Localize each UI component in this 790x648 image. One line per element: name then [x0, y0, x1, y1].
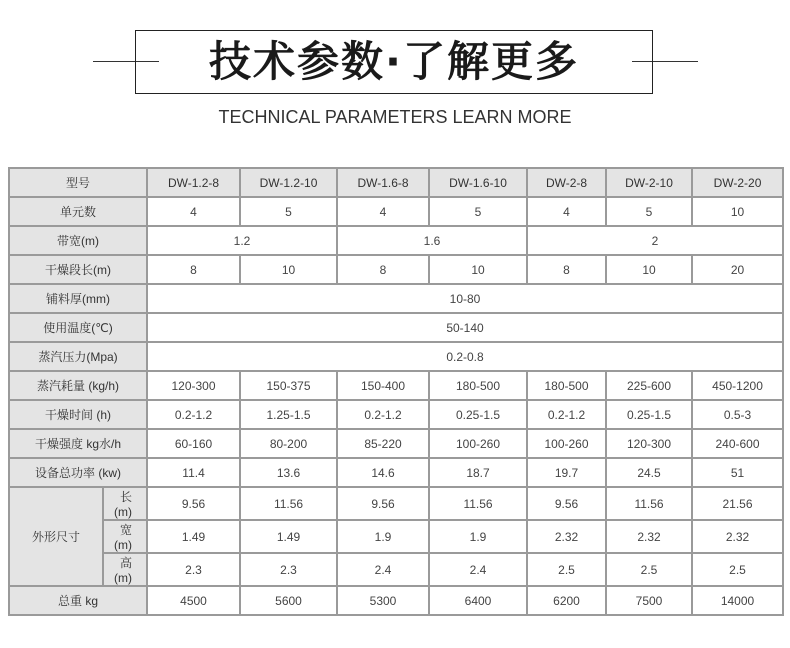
table-cell: 10 — [692, 197, 783, 226]
table-cell: 150-375 — [240, 371, 337, 400]
table-cell: 100-260 — [527, 429, 606, 458]
table-cell: 0.5-3 — [692, 400, 783, 429]
table-row-steam-consumption — [9, 371, 783, 400]
table-cell: 2.32 — [606, 520, 692, 553]
table-cell: 1.9 — [429, 520, 527, 553]
table-cell: 0.2-1.2 — [527, 400, 606, 429]
table-cell: 1.49 — [240, 520, 337, 553]
table-cell: 10 — [240, 255, 337, 284]
table-cell: 2.4 — [337, 553, 429, 586]
row-label-dry-time: 干燥时间 (h) — [9, 400, 147, 429]
table-row-thickness — [9, 284, 783, 313]
table-cell: 1.49 — [147, 520, 240, 553]
table-row-model — [9, 168, 783, 197]
table-cell: 0.2-1.2 — [147, 400, 240, 429]
row-label-temperature: 使用温度(℃) — [9, 313, 147, 342]
row-label-dimensions: 外形尺寸 — [9, 487, 103, 586]
row-label-dim-height: 高(m) — [103, 553, 147, 586]
table-cell: 9.56 — [337, 487, 429, 520]
table-row-dim-height — [9, 553, 783, 586]
table-row-temperature — [9, 313, 783, 342]
table-cell: 80-200 — [240, 429, 337, 458]
table-cell: 0.2-0.8 — [147, 342, 783, 371]
table-cell: 225-600 — [606, 371, 692, 400]
row-label-dim-length: 长(m) — [103, 487, 147, 520]
table-cell: 11.56 — [429, 487, 527, 520]
table-cell: 2.32 — [692, 520, 783, 553]
table-row-dim-length — [9, 487, 783, 520]
table-cell: 14000 — [692, 586, 783, 615]
table-cell: 6200 — [527, 586, 606, 615]
table-cell: 180-500 — [429, 371, 527, 400]
table-cell: 4 — [147, 197, 240, 226]
row-label-steam-consumption: 蒸汽耗量 (kg/h) — [9, 371, 147, 400]
spec-table — [8, 167, 784, 616]
model-cell: DW-1.2-8 — [147, 168, 240, 197]
table-cell: 8 — [337, 255, 429, 284]
table-cell: 1.25-1.5 — [240, 400, 337, 429]
row-label-steam-pressure: 蒸汽压力(Mpa) — [9, 342, 147, 371]
table-cell: 1.9 — [337, 520, 429, 553]
table-cell: 60-160 — [147, 429, 240, 458]
table-cell: 2.5 — [692, 553, 783, 586]
table-cell: 7500 — [606, 586, 692, 615]
table-cell: 240-600 — [692, 429, 783, 458]
row-label-units: 单元数 — [9, 197, 147, 226]
row-label-model: 型号 — [9, 168, 147, 197]
model-cell: DW-1.2-10 — [240, 168, 337, 197]
table-cell: 11.4 — [147, 458, 240, 487]
table-cell: 6400 — [429, 586, 527, 615]
table-row-units — [9, 197, 783, 226]
page-subtitle: TECHNICAL PARAMETERS LEARN MORE — [218, 107, 572, 127]
table-cell: 5300 — [337, 586, 429, 615]
page-title: 技术参数·了解更多 — [209, 37, 579, 86]
table-row-steam-pressure — [9, 342, 783, 371]
table-cell: 9.56 — [147, 487, 240, 520]
model-cell: DW-2-8 — [527, 168, 606, 197]
table-cell: 120-300 — [606, 429, 692, 458]
table-cell: 2.32 — [527, 520, 606, 553]
table-cell: 85-220 — [337, 429, 429, 458]
row-label-dim-width: 宽(m) — [103, 520, 147, 553]
row-label-dry-intensity: 干燥强度 kg水/h — [9, 429, 147, 458]
table-cell: 5 — [429, 197, 527, 226]
table-cell: 100-260 — [429, 429, 527, 458]
table-row-dry-time — [9, 400, 783, 429]
table-cell: 4500 — [147, 586, 240, 615]
table-cell: 2.5 — [527, 553, 606, 586]
table-cell: 24.5 — [606, 458, 692, 487]
model-cell: DW-1.6-10 — [429, 168, 527, 197]
table-cell: 5 — [240, 197, 337, 226]
table-cell: 18.7 — [429, 458, 527, 487]
table-cell: 4 — [527, 197, 606, 226]
table-cell: 2.3 — [147, 553, 240, 586]
table-cell: 10-80 — [147, 284, 783, 313]
model-cell: DW-2-10 — [606, 168, 692, 197]
table-cell: 150-400 — [337, 371, 429, 400]
table-cell: 51 — [692, 458, 783, 487]
table-cell: 120-300 — [147, 371, 240, 400]
table-row-weight — [9, 586, 783, 615]
table-cell: 10 — [606, 255, 692, 284]
table-cell: 180-500 — [527, 371, 606, 400]
table-cell: 20 — [692, 255, 783, 284]
table-cell: 1.2 — [147, 226, 337, 255]
row-label-belt-width: 带宽(m) — [9, 226, 147, 255]
table-cell: 0.25-1.5 — [429, 400, 527, 429]
row-label-weight: 总重 kg — [9, 586, 147, 615]
table-cell: 2 — [527, 226, 783, 255]
table-cell: 5600 — [240, 586, 337, 615]
table-cell: 50-140 — [147, 313, 783, 342]
table-row-dry-length — [9, 255, 783, 284]
table-row-power — [9, 458, 783, 487]
table-cell: 1.6 — [337, 226, 527, 255]
table-cell: 0.2-1.2 — [337, 400, 429, 429]
row-label-power: 设备总功率 (kw) — [9, 458, 147, 487]
table-cell: 11.56 — [240, 487, 337, 520]
table-cell: 8 — [147, 255, 240, 284]
table-cell: 2.4 — [429, 553, 527, 586]
table-cell: 2.5 — [606, 553, 692, 586]
table-cell: 0.25-1.5 — [606, 400, 692, 429]
table-row-dim-width — [9, 520, 783, 553]
table-cell: 14.6 — [337, 458, 429, 487]
table-cell: 9.56 — [527, 487, 606, 520]
table-cell: 2.3 — [240, 553, 337, 586]
table-cell: 450-1200 — [692, 371, 783, 400]
table-cell: 5 — [606, 197, 692, 226]
table-cell: 11.56 — [606, 487, 692, 520]
table-row-dry-intensity — [9, 429, 783, 458]
table-row-belt-width — [9, 226, 783, 255]
table-cell: 8 — [527, 255, 606, 284]
table-cell: 21.56 — [692, 487, 783, 520]
table-cell: 4 — [337, 197, 429, 226]
row-label-dry-length: 干燥段长(m) — [9, 255, 147, 284]
model-cell: DW-2-20 — [692, 168, 783, 197]
row-label-thickness: 铺料厚(mm) — [9, 284, 147, 313]
table-cell: 13.6 — [240, 458, 337, 487]
table-cell: 19.7 — [527, 458, 606, 487]
table-cell: 10 — [429, 255, 527, 284]
model-cell: DW-1.6-8 — [337, 168, 429, 197]
